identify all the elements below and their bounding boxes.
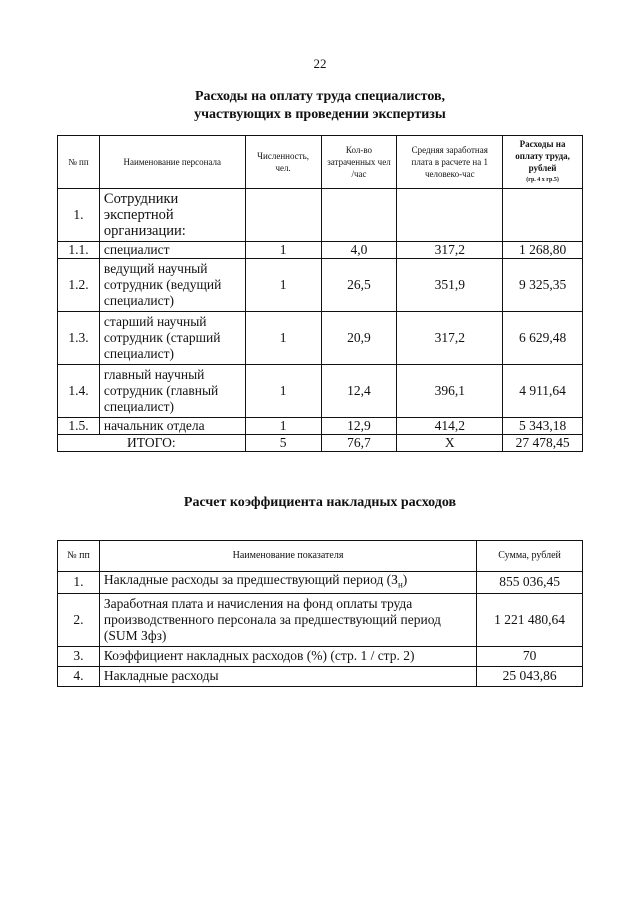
- empty-cell: [397, 189, 503, 242]
- row-expenses: 6 629,48: [503, 312, 583, 365]
- page-number: 22: [313, 56, 327, 71]
- row-hours: 20,9: [321, 312, 397, 365]
- total-expenses: 27 478,45: [503, 435, 583, 452]
- header-name: Наименование показателя: [99, 541, 476, 572]
- group-num: 1.: [58, 189, 100, 242]
- table-row: [58, 259, 583, 312]
- table-row: [58, 242, 583, 259]
- row-num: 2.: [58, 593, 100, 646]
- table-row: [58, 572, 583, 594]
- row-name: старший научный сотрудник (старший специалист): [99, 312, 245, 365]
- empty-cell: [245, 189, 321, 242]
- row-num: 1.3.: [58, 312, 100, 365]
- row-num: 3.: [58, 646, 100, 666]
- row-num: 4.: [58, 666, 100, 686]
- row-expenses: 4 911,64: [503, 365, 583, 418]
- row-num: 1.: [58, 572, 100, 594]
- row-count: 1: [245, 312, 321, 365]
- row-name: главный научный сотрудник (главный специалист): [99, 365, 245, 418]
- row-count: 1: [245, 418, 321, 435]
- table-row: [58, 666, 583, 686]
- group-name: Сотрудники экспертной организации:: [99, 189, 245, 242]
- overhead-coefficient-table: [57, 540, 583, 687]
- row-count: 1: [245, 242, 321, 259]
- row-avg-pay: 351,9: [397, 259, 503, 312]
- row-num: 1.4.: [58, 365, 100, 418]
- table-row-group: [58, 189, 583, 242]
- total-count: 5: [245, 435, 321, 452]
- row-name: [99, 572, 476, 594]
- row-name-text: Накладные расходы за предшествующий период (З: [103, 572, 398, 587]
- empty-cell: [503, 189, 583, 242]
- total-hours: 76,7: [321, 435, 397, 452]
- row-expenses: 1 268,80: [503, 242, 583, 259]
- table1-title: [0, 88, 640, 124]
- header-name: Наименование персонала: [99, 136, 245, 189]
- table1-title-line1: Расходы на оплату труда специалистов,: [194, 89, 446, 104]
- header-expenses-note: (гр. 4 х гр.5): [526, 177, 559, 183]
- table-row: [58, 418, 583, 435]
- table-header-row: [58, 541, 583, 572]
- row-expenses: 5 343,18: [503, 418, 583, 435]
- header-count: Численность, чел.: [245, 136, 321, 189]
- row-name: Накладные расходы: [99, 666, 476, 686]
- table-total-row: [58, 435, 583, 452]
- row-sum: 855 036,45: [477, 572, 583, 594]
- row-name: Коэффициент накладных расходов (%) (стр. 1 / стр. 2): [99, 646, 476, 666]
- row-avg-pay: 396,1: [397, 365, 503, 418]
- table-row: [58, 646, 583, 666]
- header-expenses-label: Расходы на оплату труда, рублей: [515, 139, 570, 173]
- table-header-row: [58, 136, 583, 189]
- table1-title-line2: участвующих в проведении экспертизы: [194, 107, 446, 122]
- row-avg-pay: 317,2: [397, 312, 503, 365]
- row-sum: 1 221 480,64: [477, 593, 583, 646]
- header-hours: Кол-во затраченных чел /час: [321, 136, 397, 189]
- row-count: 1: [245, 365, 321, 418]
- row-count: 1: [245, 259, 321, 312]
- row-sum: 70: [477, 646, 583, 666]
- row-name: ведущий научный сотрудник (ведущий специалист): [99, 259, 245, 312]
- table2-title: Расчет коэффициента накладных расходов: [183, 495, 457, 510]
- row-avg-pay: 414,2: [397, 418, 503, 435]
- row-num: 1.5.: [58, 418, 100, 435]
- header-sum: Сумма, рублей: [477, 541, 583, 572]
- personnel-expenses-table: [57, 135, 583, 452]
- row-name: начальник отдела: [99, 418, 245, 435]
- row-hours: 26,5: [321, 259, 397, 312]
- row-name-subscript: н: [397, 579, 403, 590]
- row-hours: 4,0: [321, 242, 397, 259]
- row-expenses: 9 325,35: [503, 259, 583, 312]
- row-num: 1.2.: [58, 259, 100, 312]
- row-sum: 25 043,86: [477, 666, 583, 686]
- total-avg-pay: Х: [397, 435, 503, 452]
- row-num: 1.1.: [58, 242, 100, 259]
- row-hours: 12,4: [321, 365, 397, 418]
- header-expenses: [503, 136, 583, 189]
- row-hours: 12,9: [321, 418, 397, 435]
- row-name: специалист: [99, 242, 245, 259]
- header-avg-pay: Средняя заработная плата в расчете на 1 человеко-час: [397, 136, 503, 189]
- table-row: [58, 593, 583, 646]
- empty-cell: [321, 189, 397, 242]
- row-name: Заработная плата и начисления на фонд оплаты труда производственного персонала за предшествующий период (SUM Зфз): [99, 593, 476, 646]
- table-row: [58, 312, 583, 365]
- row-avg-pay: 317,2: [397, 242, 503, 259]
- table-row: [58, 365, 583, 418]
- header-num: № пп: [58, 541, 100, 572]
- row-name-end: ): [402, 572, 408, 587]
- header-num: № пп: [58, 136, 100, 189]
- total-label: ИТОГО:: [58, 435, 246, 452]
